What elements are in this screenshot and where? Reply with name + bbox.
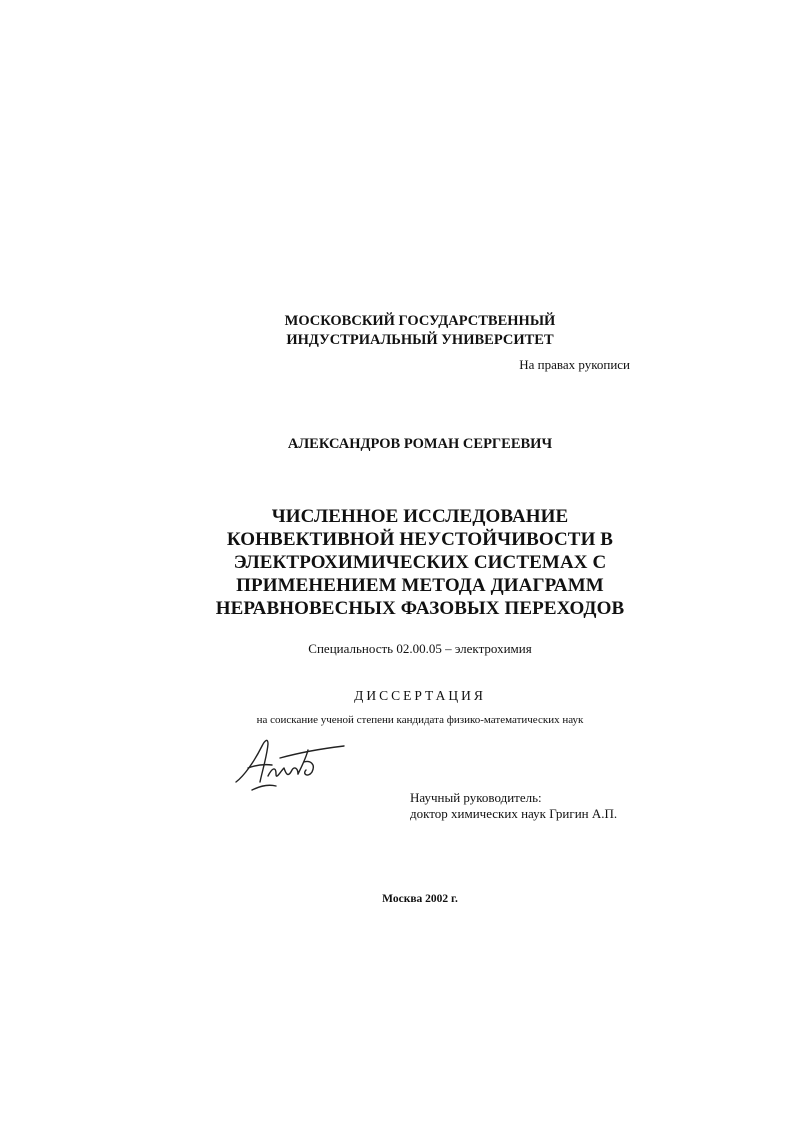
university-line-1: МОСКОВСКИЙ ГОСУДАРСТВЕННЫЙ — [284, 313, 556, 329]
supervisor-info — [410, 790, 650, 822]
supervisor-name: доктор химических наук Григин А.П. — [410, 806, 618, 821]
university-line-2: ИНДУСТРИАЛЬНЫЙ УНИВЕРСИТЕТ — [286, 332, 554, 348]
signature-icon — [232, 732, 352, 792]
degree-statement: на соискание ученой степени кандидата физико-математических наук — [256, 714, 584, 726]
supervisor-label: Научный руководитель: — [410, 790, 542, 805]
specialty: Специальность 02.00.05 – электрохимия — [308, 641, 532, 656]
university-name — [270, 312, 570, 350]
manuscript-rights: На правах рукописи — [519, 357, 630, 372]
city-year: Москва 2002 г. — [382, 893, 458, 905]
title-line: ЭЛЕКТРОХИМИЧЕСКИХ СИСТЕМАХ С — [233, 552, 607, 573]
dissertation-title — [180, 505, 660, 620]
title-line: ЧИСЛЕННОЕ ИССЛЕДОВАНИЕ — [271, 506, 569, 527]
title-line: ПРИМЕНЕНИЕМ МЕТОДА ДИАГРАММ — [236, 575, 604, 596]
title-line: КОНВЕКТИВНОЙ НЕУСТОЙЧИВОСТИ В — [226, 529, 614, 550]
document-type: ДИССЕРТАЦИЯ — [354, 688, 486, 703]
title-line: НЕРАВНОВЕСНЫХ ФАЗОВЫХ ПЕРЕХОДОВ — [215, 598, 625, 619]
author-name: АЛЕКСАНДРОВ РОМАН СЕРГЕЕВИЧ — [287, 436, 553, 452]
